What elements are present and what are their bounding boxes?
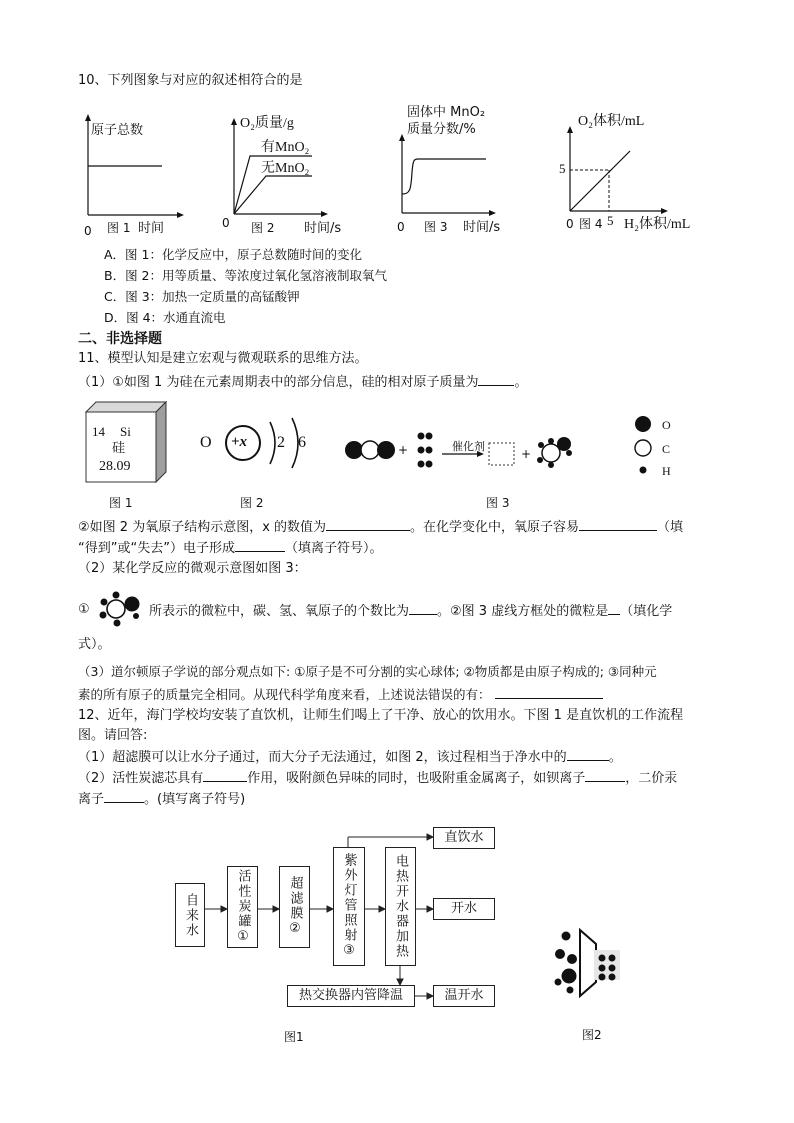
graph2-lower-curve: 无MnO₂: [261, 161, 310, 176]
element-symbol: Si: [120, 424, 131, 439]
q11-stem: 11、模型认知是建立宏观与微观联系的思维方法。: [78, 351, 368, 366]
q12-part3-a: 离子: [78, 792, 105, 807]
q11-part5-line1: （3）道尔顿原子学说的部分观点如下: ①原子是不可分割的实心球体; ②物质都是由原子构成的; ③同种元: [78, 664, 657, 679]
graph2-fig-label: 图 2: [251, 221, 275, 235]
flow-tap-water: 自来水: [175, 883, 205, 947]
element-mass: 28.09: [99, 459, 131, 474]
graph4-xlabel: H₂体积/mL: [624, 217, 691, 232]
atom-shell1-electrons: 2: [277, 434, 285, 451]
q11-part4-e: 式）。: [78, 637, 111, 652]
graph4-xtick: 5: [607, 213, 614, 228]
graph1-origin: 0: [84, 224, 92, 238]
graph1-fig-label: 图 1: [107, 221, 131, 235]
reaction-plus-2: +: [521, 447, 532, 461]
graph1-xlabel: 时间: [138, 221, 165, 236]
atom-nucleus: +x: [231, 434, 248, 450]
flow-carbon-tank: 活性炭罐①: [227, 866, 258, 948]
q11-part2-b: 。在化学变化中，氧原子容易: [410, 520, 580, 535]
graph2-ylabel: O₂质量/g: [240, 116, 294, 131]
graph2-upper-curve: 有MnO₂: [261, 140, 310, 155]
section-heading: 二、非选择题: [78, 331, 162, 347]
flow-uv-lamp: 紫外灯管照射③: [333, 847, 365, 966]
q10-stem: 10、下列图象与对应的叙述相符合的是: [78, 73, 303, 88]
flow-electric-heater: 电热开水器加热: [385, 847, 416, 966]
graph3-fig-label: 图 3: [424, 220, 448, 234]
q10-option-d: D．图 4：水通直流电: [104, 310, 226, 325]
reaction-plus-1: +: [398, 443, 409, 457]
graph2-xlabel: 时间/s: [304, 221, 342, 236]
q11-part2-d: “得到”或“失去”）电子形成: [78, 541, 235, 556]
graph4-ytick: 5: [559, 161, 566, 176]
reaction-catalyst-label: 催化剂: [452, 440, 485, 453]
flow-direct-water: 直饮水: [433, 827, 495, 849]
flow-warm-water: 温开水: [433, 985, 495, 1007]
legend-h: H: [662, 464, 671, 478]
q10-option-c: C．图 3：加热一定质量的高锰酸钾: [104, 289, 300, 304]
q11-fig3-label: 图 3: [486, 496, 510, 510]
q12-part2-b: 作用，吸附颜色异味的同时，也吸附重金属离子，如钡离子: [247, 771, 586, 786]
q10-option-b: B．图 2：用等质量、等浓度过氧化氢溶液制取氧气: [104, 268, 388, 283]
q11-part4-d: （填化学: [620, 604, 673, 619]
graph1-ylabel: 原子总数: [91, 123, 144, 138]
atom-symbol: O: [200, 434, 212, 451]
q11-part2-a: ②如图 2 为氧原子结构示意图，x 的数值为: [78, 520, 327, 535]
q11-part5-text: 素的所有原子的质量完全相同。从现代科学角度来看，上述说法错误的有：: [78, 687, 491, 702]
atom-shell2-electrons: 6: [298, 434, 306, 451]
q12-fig2-label: 图2: [582, 1028, 602, 1042]
q11-part2-e: （填离子符号）。: [284, 541, 383, 556]
flow-boiled-water: 开水: [433, 898, 495, 920]
graph4-ylabel: O₂体积/mL: [578, 114, 645, 129]
graph4-fig-label: 图 4: [579, 217, 603, 231]
q12-part1-end: 。: [608, 750, 622, 765]
element-number: 14: [92, 424, 105, 439]
membrane-diagram: [548, 926, 628, 1002]
q12-line1: 12、近年，海门学校均安装了直饮机，让师生们喝上了干净、放心的饮用水。下图 1 是直饮机的工作流程: [78, 708, 684, 723]
q11-part4-num: ①: [78, 602, 90, 617]
element-name: 硅: [112, 441, 126, 456]
q11-part4-b: 所表示的微粒中，碳、氢、氧原子的个数比为: [149, 604, 410, 619]
q12-part3-b: 。(填写离子符号): [144, 792, 246, 807]
q11-part1-text: （1）①如图 1 为硅在元素周期表中的部分信息，硅的相对原子质量为: [78, 375, 479, 390]
graph3-origin: 0: [397, 220, 405, 234]
q11-part4-c: 。②图 3 虚线方框处的微粒是: [437, 604, 609, 619]
q11-part2-c: （填: [657, 520, 684, 535]
flow-heat-exchanger: 热交换器内管降温: [287, 985, 415, 1007]
q12-fig1-label: 图1: [284, 1030, 304, 1044]
q10-option-a: A．图 1：化学反应中，原子总数随时间的变化: [104, 247, 362, 262]
graph3-ylabel-line1: 固体中 MnO₂: [407, 105, 486, 120]
q12-line2: 图。请回答:: [78, 728, 148, 743]
q11-part1-end: 。: [514, 375, 528, 390]
q12-part2-a: （2）活性炭滤芯具有: [78, 771, 204, 786]
legend-c: C: [662, 442, 671, 456]
q11-fig2-label: 图 2: [240, 496, 264, 510]
graph2-origin: 0: [222, 216, 230, 230]
graph4-origin: 0: [566, 217, 574, 231]
q11-part3: （2）某化学反应的微观示意图如图 3：: [78, 561, 307, 576]
q12-part2-c: ，二价汞: [625, 771, 678, 786]
q11-fig1-label: 图 1: [109, 496, 133, 510]
flow-ultrafiltration: 超滤膜②: [279, 866, 310, 948]
graph3-xlabel: 时间/s: [463, 220, 501, 235]
graph3-ylabel-line2: 质量分数/%: [407, 122, 476, 137]
q12-part1-text: （1）超滤膜可以让水分子通过，而大分子无法通过，如图 2，该过程相当于净水中的: [78, 750, 567, 765]
legend-o: O: [662, 418, 671, 432]
